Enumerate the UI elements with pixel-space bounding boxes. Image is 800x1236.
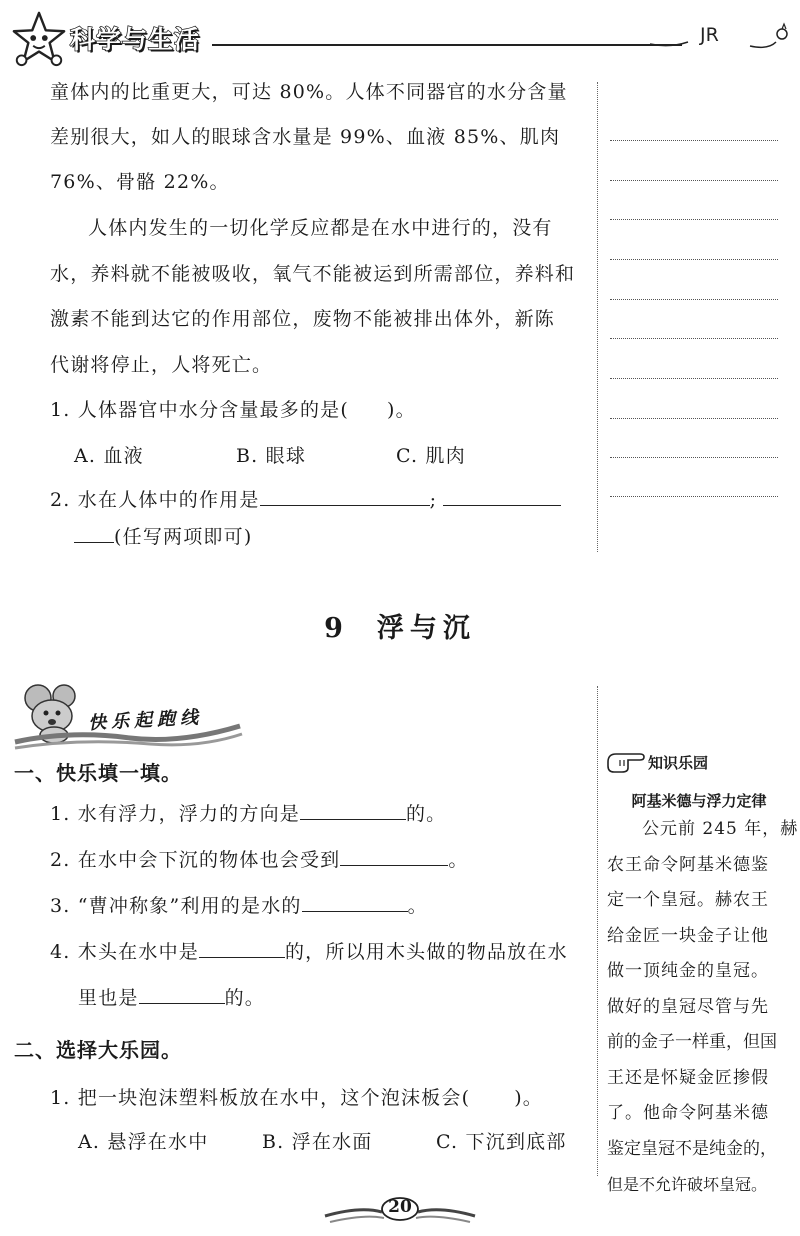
item-text: 3. “曹冲称象”利用的是水的	[50, 895, 302, 917]
question-hint: (任写两项即可)	[114, 526, 253, 548]
page-header	[0, 0, 800, 70]
question-suffix: )。	[386, 399, 416, 421]
intro-question-1	[50, 388, 416, 433]
intro-q1-option-b[interactable]: B. 眼球	[236, 445, 307, 467]
note-line[interactable]	[610, 418, 778, 419]
header-swirl-icon	[650, 20, 800, 60]
note-line[interactable]	[610, 457, 778, 458]
question-suffix: )。	[514, 1087, 544, 1109]
banner-label: 快乐起跑线	[87, 707, 204, 734]
note-line[interactable]	[610, 299, 778, 300]
answer-blank-1[interactable]	[260, 487, 430, 506]
item-suffix: 。	[407, 895, 428, 917]
answer-slot[interactable]	[349, 398, 387, 416]
sidebar-line-6: 做好的皇冠尽管与先	[607, 997, 769, 1017]
note-line[interactable]	[610, 338, 778, 339]
note-line[interactable]	[610, 259, 778, 260]
sidebar-line-3: 定一个皇冠。赫农王	[607, 890, 769, 910]
sidebar-tag: 知识乐园	[648, 754, 709, 772]
header-rule	[212, 44, 682, 46]
question-text: 2. 水在人体中的作用是	[50, 489, 260, 511]
fill-item-4-cont	[78, 976, 265, 1021]
fill-item-1	[50, 792, 446, 837]
item-suffix: 的，所以用木头做的物品放在水	[284, 941, 568, 963]
sidebar-line-7: 前的金子一样重，但国	[607, 1032, 777, 1052]
answer-slot[interactable]	[470, 1086, 514, 1104]
note-line[interactable]	[610, 378, 778, 379]
pointing-hand-icon	[606, 748, 646, 774]
sidebar-divider	[597, 686, 598, 1176]
item-text: 2. 在水中会下沉的物体也会受到	[50, 849, 341, 871]
question-text: 1. 人体器官中水分含量最多的是(	[50, 399, 349, 421]
note-line[interactable]	[610, 140, 778, 141]
note-line[interactable]	[610, 180, 778, 181]
intro-question-2-cont	[74, 515, 252, 560]
section-number: 9	[324, 613, 349, 644]
intro-line-1: 童体内的比重更大，可达 80%。人体不同器官的水分含量	[50, 81, 568, 103]
sidebar-line-2: 农王命令阿基米德鉴	[607, 855, 769, 875]
intro-q1-option-a[interactable]: A. 血液	[74, 445, 144, 467]
item-suffix: 的。	[224, 987, 266, 1009]
intro-line-3: 76%、骨骼 22%。	[50, 171, 230, 193]
sidebar-line-10: 鉴定皇冠不是纯金的，	[607, 1139, 777, 1159]
sidebar-line-1: 公元前 245 年，赫	[642, 819, 799, 839]
section-title	[0, 606, 800, 645]
answer-blank[interactable]	[340, 847, 448, 866]
answer-blank-2[interactable]	[443, 487, 561, 506]
brand-title: 科学与生活	[70, 25, 201, 54]
intro-line-4: 人体内发生的一切化学反应都是在水中进行的，没有	[88, 217, 553, 239]
intro-line-7: 代谢将停止，人将死亡。	[50, 354, 273, 376]
item-suffix: 的。	[405, 803, 447, 825]
sidebar-title: 阿基米德与浮力定律	[631, 792, 767, 810]
intro-line-2: 差别很大，如人的眼球含水量是 99%、血液 85%、肌肉	[50, 126, 561, 148]
answer-blank[interactable]	[302, 893, 408, 912]
part1-heading: 一、快乐填一填。	[14, 761, 182, 785]
item-suffix: 。	[448, 849, 469, 871]
choice-question-1	[50, 1076, 543, 1121]
answer-blank[interactable]	[139, 985, 225, 1004]
star-mascot-icon	[10, 10, 68, 68]
page-number: 20	[388, 1197, 412, 1217]
fill-item-3	[50, 884, 428, 929]
answer-blank-3[interactable]	[74, 524, 114, 543]
choice-option-c[interactable]: C. 下沉到底部	[436, 1131, 567, 1153]
item-text: 4. 木头在水中是	[50, 941, 199, 963]
note-line[interactable]	[610, 219, 778, 220]
sidebar-line-9: 了。他命令阿基米德	[607, 1103, 769, 1123]
choice-option-b[interactable]: B. 浮在水面	[262, 1131, 373, 1153]
sidebar-line-4: 给金匠一块金子让他	[607, 926, 769, 946]
sidebar-line-8: 王还是怀疑金匠掺假	[607, 1068, 769, 1088]
intro-q1-option-c[interactable]: C. 肌肉	[396, 445, 466, 467]
fill-item-2	[50, 838, 469, 883]
part2-heading: 二、选择大乐园。	[14, 1038, 182, 1062]
sidebar-line-11: 但是不允许破坏皇冠。	[607, 1175, 768, 1194]
intro-line-5: 水，养料就不能被吸收，氧气不能被运到所需部位，养料和	[50, 263, 576, 285]
question-text: 1. 把一块泡沫塑料板放在水中，这个泡沫板会(	[50, 1087, 471, 1109]
series-code: JR	[700, 24, 719, 46]
item-text: 里也是	[78, 987, 139, 1009]
answer-blank[interactable]	[300, 801, 406, 820]
section-name: 浮与沉	[376, 613, 476, 644]
item-text: 1. 水有浮力，浮力的方向是	[50, 803, 300, 825]
separator: ;	[429, 489, 438, 511]
intro-line-6: 激素不能到达它的作用部位，废物不能被排出体外，新陈	[50, 308, 556, 330]
choice-option-a[interactable]: A. 悬浮在水中	[78, 1131, 209, 1153]
answer-blank[interactable]	[199, 939, 285, 958]
fill-item-4	[50, 930, 568, 975]
note-line[interactable]	[610, 496, 778, 497]
sidebar-line-5: 做一顶纯金的皇冠。	[607, 961, 769, 981]
note-divider	[597, 82, 598, 552]
